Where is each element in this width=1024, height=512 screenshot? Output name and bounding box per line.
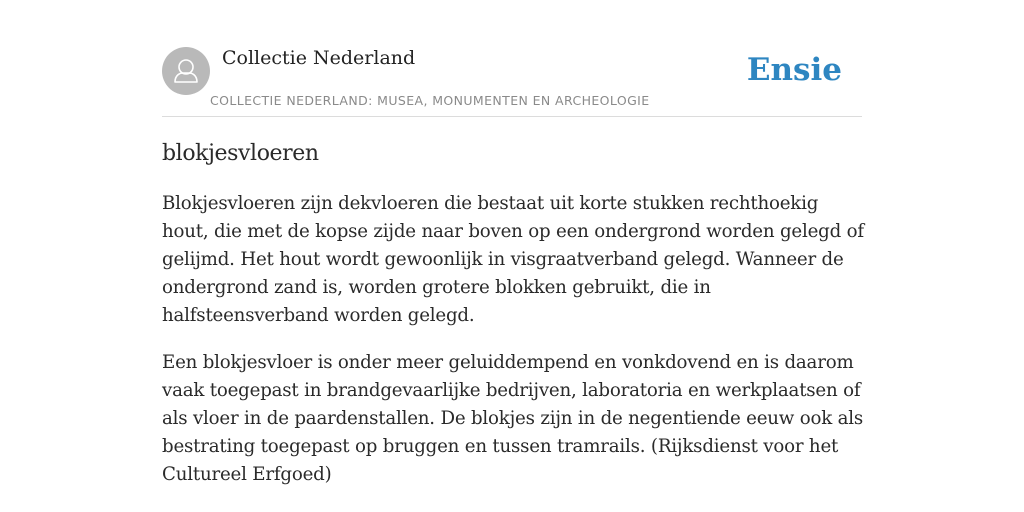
author-name[interactable]: Collectie Nederland: [222, 47, 416, 69]
article-body: [162, 138, 867, 508]
paragraph-1: Blokjesvloeren zijn dekvloeren die bestaat uit korte stukken rechthoekig hout, die met de kopse zijde naar boven op een ondergrond worden gelegd of gelijmd. Het hout wordt gewoonlijk in visgraatverband gelegd. Wanneer de ondergrond zand is, worden grotere blokken gebruikt, die in halfsteensverband worden gelegd.: [162, 193, 864, 326]
ensie-logo[interactable]: Ensie: [746, 52, 842, 88]
entry-header: [162, 46, 862, 117]
paragraph-2: Een blokjesvloer is onder meer geluiddempend en vonkdovend en is daarom vaak toegepast in brandgevaarlijke bedrijven, laboratoria en werkplaatsen of als vloer in de paardenstallen. De blokjes zijn in de negentiende eeuw ook als bestrating toegepast op bruggen en tussen tramrails. (Rijksdienst voor het Cultureel Erfgoed): [162, 352, 864, 485]
user-silhouette-icon: [162, 47, 210, 95]
entry-title: blokjesvloeren: [162, 141, 319, 166]
source-label[interactable]: COLLECTIE NEDERLAND: MUSEA, MONUMENTEN EN ARCHEOLOGIE: [210, 93, 650, 108]
author-avatar[interactable]: [162, 47, 210, 95]
